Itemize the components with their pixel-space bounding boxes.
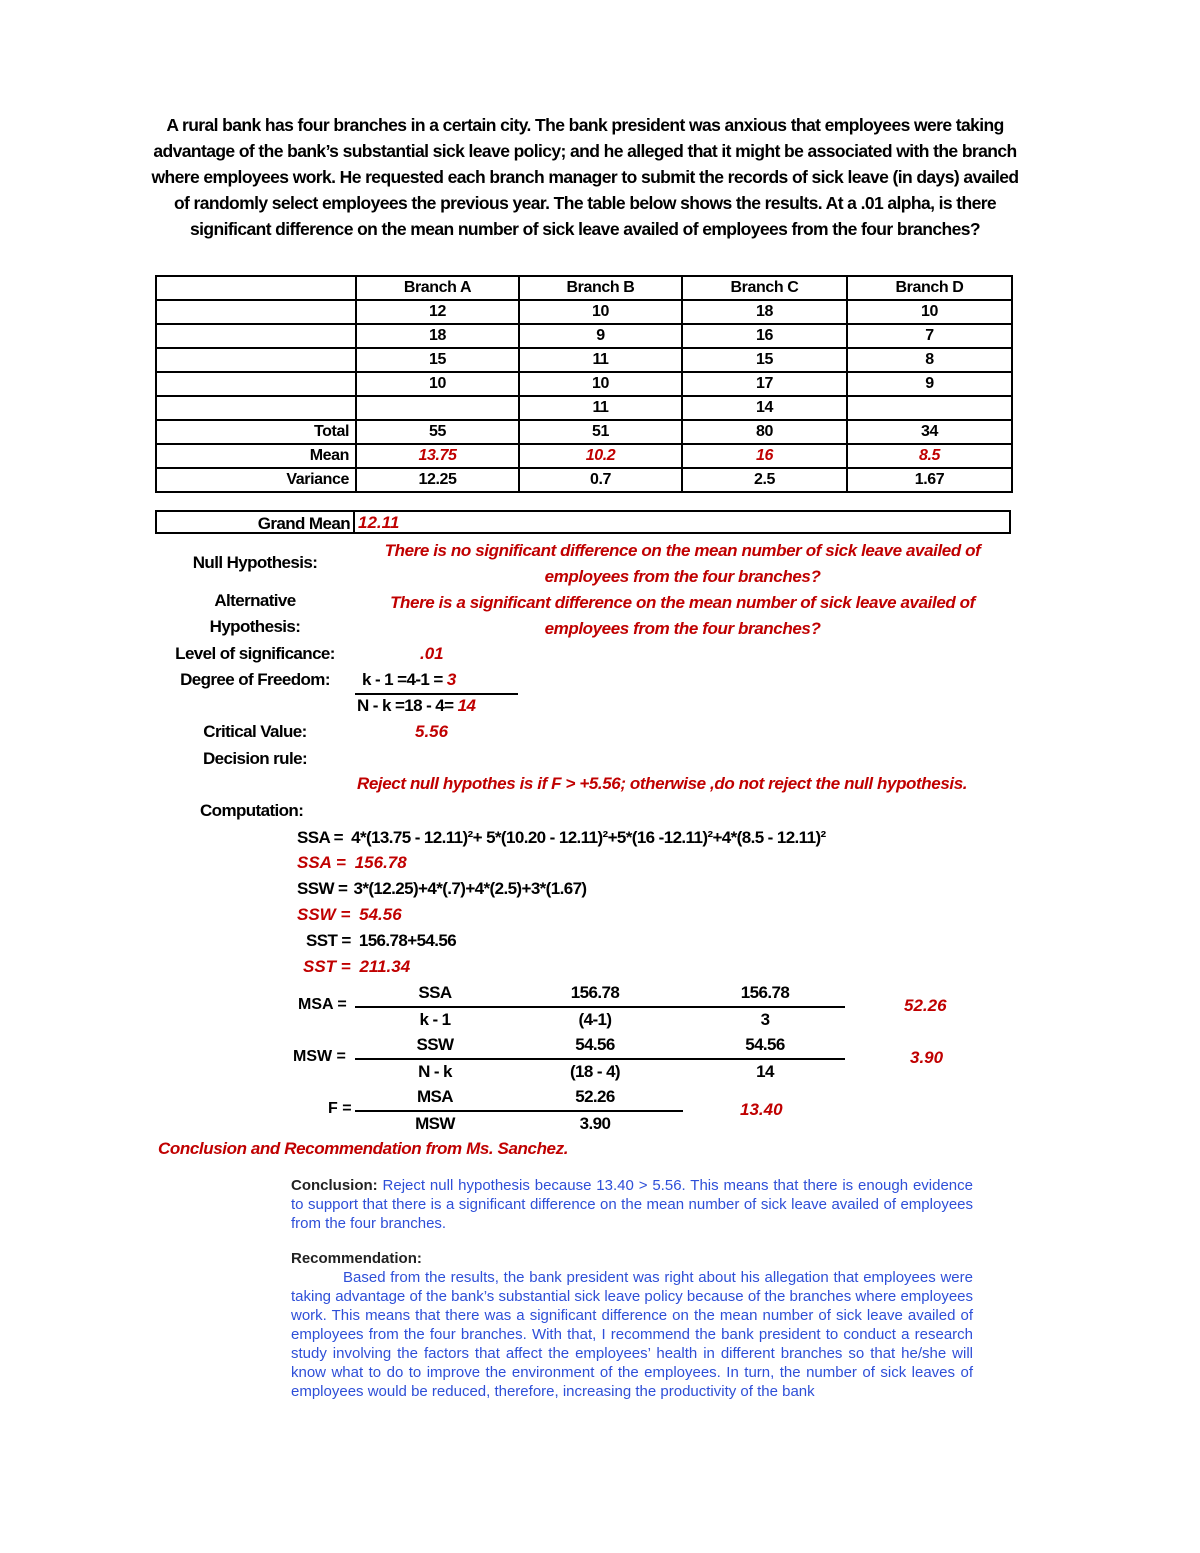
msa-result: 52.26 <box>904 996 947 1015</box>
recommendation-text: Based from the results, the bank president was right about his allegation that employees were taking advantage of the bank’s substantial sick leave policy because of the branches where employees work. This means that there was a significant difference on the mean number of sick leave availed of employees from the four branches. With that, I recommend the bank president to conduct a research study involving the factors that affect the employees’ health in different branches so that he/she will know what to do to improve the environment of the employees. In turn, the number of sick leaves of employees would be reduced, therefore, increasing the productivity of the bank <box>291 1269 973 1400</box>
table-cell: 10 <box>847 300 1012 324</box>
grand-mean-value: 12.11 <box>358 513 400 532</box>
total-cell: 55 <box>356 420 519 444</box>
ssw-formula-row <box>297 879 587 899</box>
total-row <box>156 420 1012 444</box>
df1-text: k - 1 =4-1 = <box>362 670 443 689</box>
ssw-formula-label: SSW = <box>297 879 348 898</box>
table-row <box>156 324 1012 348</box>
table-cell: 15 <box>682 348 847 372</box>
df1-row <box>362 670 456 690</box>
msw-den-value: (18 - 4) <box>570 1062 620 1081</box>
alt-hypothesis-text: There is a significant difference on the mean number of sick leave availed of employees from the four branches? <box>390 593 975 638</box>
mean-cell: 8.5 <box>847 444 1012 468</box>
mean-cell: 10.2 <box>519 444 682 468</box>
table-cell: 10 <box>519 372 682 396</box>
variance-cell: 12.25 <box>356 468 519 492</box>
table-row <box>156 348 1012 372</box>
total-cell: 34 <box>847 420 1012 444</box>
table-corner-cell <box>156 276 356 300</box>
sst-formula: 156.78+54.56 <box>358 931 457 950</box>
msa-num-simplified: 156.78 <box>740 983 790 1002</box>
table-header-row <box>156 276 1012 300</box>
mean-cell: 16 <box>682 444 847 468</box>
header-branch-a: Branch A <box>356 276 519 300</box>
decision-rule-label: Decision rule: <box>202 749 308 768</box>
decision-rule-text: Reject null hypothes is if F > +5.56; otherwise ,do not reject the null hypothesis. <box>357 774 968 793</box>
critical-value: 5.56 <box>415 722 449 741</box>
header-branch-d: Branch D <box>847 276 1012 300</box>
table-cell: 9 <box>519 324 682 348</box>
msa-label: MSA = <box>298 996 347 1013</box>
df2-value: 14 <box>457 696 476 715</box>
table-cell <box>356 396 519 420</box>
null-hypothesis-label: Null Hypothesis: <box>192 553 318 572</box>
sick-leave-table <box>155 275 1013 493</box>
msa-num-value: 156.78 <box>570 983 620 1002</box>
table-row <box>156 300 1012 324</box>
ssa-formula: 4*(13.75 - 12.11)²+ 5*(10.20 - 12.11)²+5*(16 -12.11)²+4*(8.5 - 12.11)² <box>351 828 826 847</box>
variance-cell: 2.5 <box>682 468 847 492</box>
variance-cell: 0.7 <box>519 468 682 492</box>
sst-result: 211.34 <box>359 957 411 976</box>
grand-mean-label: Grand Mean <box>257 514 350 533</box>
table-row <box>156 372 1012 396</box>
msw-num-value: 54.56 <box>575 1035 615 1054</box>
ssa-formula-row <box>297 828 826 848</box>
critical-value-label: Critical Value: <box>203 722 307 741</box>
ssa-result: 156.78 <box>354 853 407 872</box>
table-cell: 9 <box>847 372 1012 396</box>
table-cell: 17 <box>682 372 847 396</box>
sst-result-label: SST = <box>303 957 351 976</box>
table-cell: 8 <box>847 348 1012 372</box>
header-branch-b: Branch B <box>519 276 682 300</box>
table-cell <box>847 396 1012 420</box>
alt-hypothesis-label-2: Hypothesis: <box>209 617 301 636</box>
msa-num-symbol: SSA <box>418 983 452 1002</box>
recommendation-label: Recommendation: <box>291 1250 422 1267</box>
f-label: F = <box>328 1100 352 1117</box>
msw-label: MSW = <box>293 1048 346 1065</box>
msa-den-value: (4-1) <box>578 1010 612 1029</box>
sst-formula-label: SST = <box>306 931 351 950</box>
mean-cell: 13.75 <box>356 444 519 468</box>
ssa-result-row <box>297 853 407 873</box>
ssw-result: 54.56 <box>359 905 402 924</box>
mean-label: Mean <box>156 444 356 468</box>
msw-num-symbol: SSW <box>416 1035 454 1054</box>
msw-result: 3.90 <box>910 1048 944 1067</box>
df-label: Degree of Freedom: <box>180 670 330 689</box>
mean-row <box>156 444 1012 468</box>
ssw-result-row <box>297 905 402 925</box>
df2-row <box>357 696 475 716</box>
table-cell: 10 <box>356 372 519 396</box>
table-cell: 15 <box>356 348 519 372</box>
f-den-symbol: MSW <box>415 1114 455 1133</box>
msw-num-simplified: 54.56 <box>745 1035 785 1054</box>
los-label: Level of significance: <box>175 644 335 663</box>
variance-cell: 1.67 <box>847 468 1012 492</box>
sst-formula-row <box>306 931 456 951</box>
ssa-result-label: SSA = <box>297 853 346 872</box>
f-den-value: 3.90 <box>579 1114 611 1133</box>
null-hypothesis-text: There is no significant difference on the mean number of sick leave availed of employees from the four branches? <box>384 541 981 586</box>
ssw-result-label: SSW = <box>297 905 351 924</box>
variance-label: Variance <box>156 468 356 492</box>
msa-den-symbol: k - 1 <box>419 1010 451 1029</box>
header-branch-c: Branch C <box>682 276 847 300</box>
table-cell: 10 <box>519 300 682 324</box>
conclusion-paragraph <box>291 1176 973 1233</box>
total-label: Total <box>156 420 356 444</box>
total-cell: 51 <box>519 420 682 444</box>
table-cell: 18 <box>356 324 519 348</box>
table-cell: 18 <box>682 300 847 324</box>
conclusion-text: Reject null hypothesis because 13.40 > 5.56. This means that there is enough evidence to support that there is a significant difference on the mean number of sick leave availed of employees from the four branches. <box>291 1177 973 1232</box>
problem-statement: A rural bank has four branches in a certain city. The bank president was anxious that employees were taking advantage of the bank’s substantial sick leave policy; and he alleged that it might be associated with the branch where employees work. He requested each branch manager to submit the records of sick leave (in days) availed of randomly select employees the previous year. The table below shows the results. At a .01 alpha, is there significant difference on the mean number of sick leave availed of employees from the four branches? <box>151 115 1019 239</box>
msa-den-simplified: 3 <box>760 1010 770 1029</box>
table-row <box>156 396 1012 420</box>
table-cell: 14 <box>682 396 847 420</box>
df1-value: 3 <box>446 670 456 689</box>
sst-result-row <box>303 957 410 977</box>
table-cell: 7 <box>847 324 1012 348</box>
total-cell: 80 <box>682 420 847 444</box>
variance-row <box>156 468 1012 492</box>
los-value: .01 <box>420 644 444 663</box>
f-result: 13.40 <box>740 1100 783 1119</box>
conclusion-label: Conclusion: <box>291 1177 378 1194</box>
table-cell: 12 <box>356 300 519 324</box>
df2-text: N - k =18 - 4= <box>357 696 454 715</box>
table-cell: 16 <box>682 324 847 348</box>
ssw-formula: 3*(12.25)+4*(.7)+4*(2.5)+3*(1.67) <box>353 879 587 898</box>
msw-den-symbol: N - k <box>418 1062 452 1081</box>
alt-hypothesis-label-1: Alternative <box>214 591 296 610</box>
f-num-value: 52.26 <box>575 1087 615 1106</box>
conclusion-heading: Conclusion and Recommendation from Ms. Sanchez. <box>158 1139 569 1158</box>
table-cell: 11 <box>519 348 682 372</box>
ssa-formula-label: SSA = <box>297 828 343 847</box>
f-num-symbol: MSA <box>417 1087 453 1106</box>
msw-den-simplified: 14 <box>756 1062 774 1081</box>
table-cell: 11 <box>519 396 682 420</box>
computation-label: Computation: <box>200 801 304 820</box>
